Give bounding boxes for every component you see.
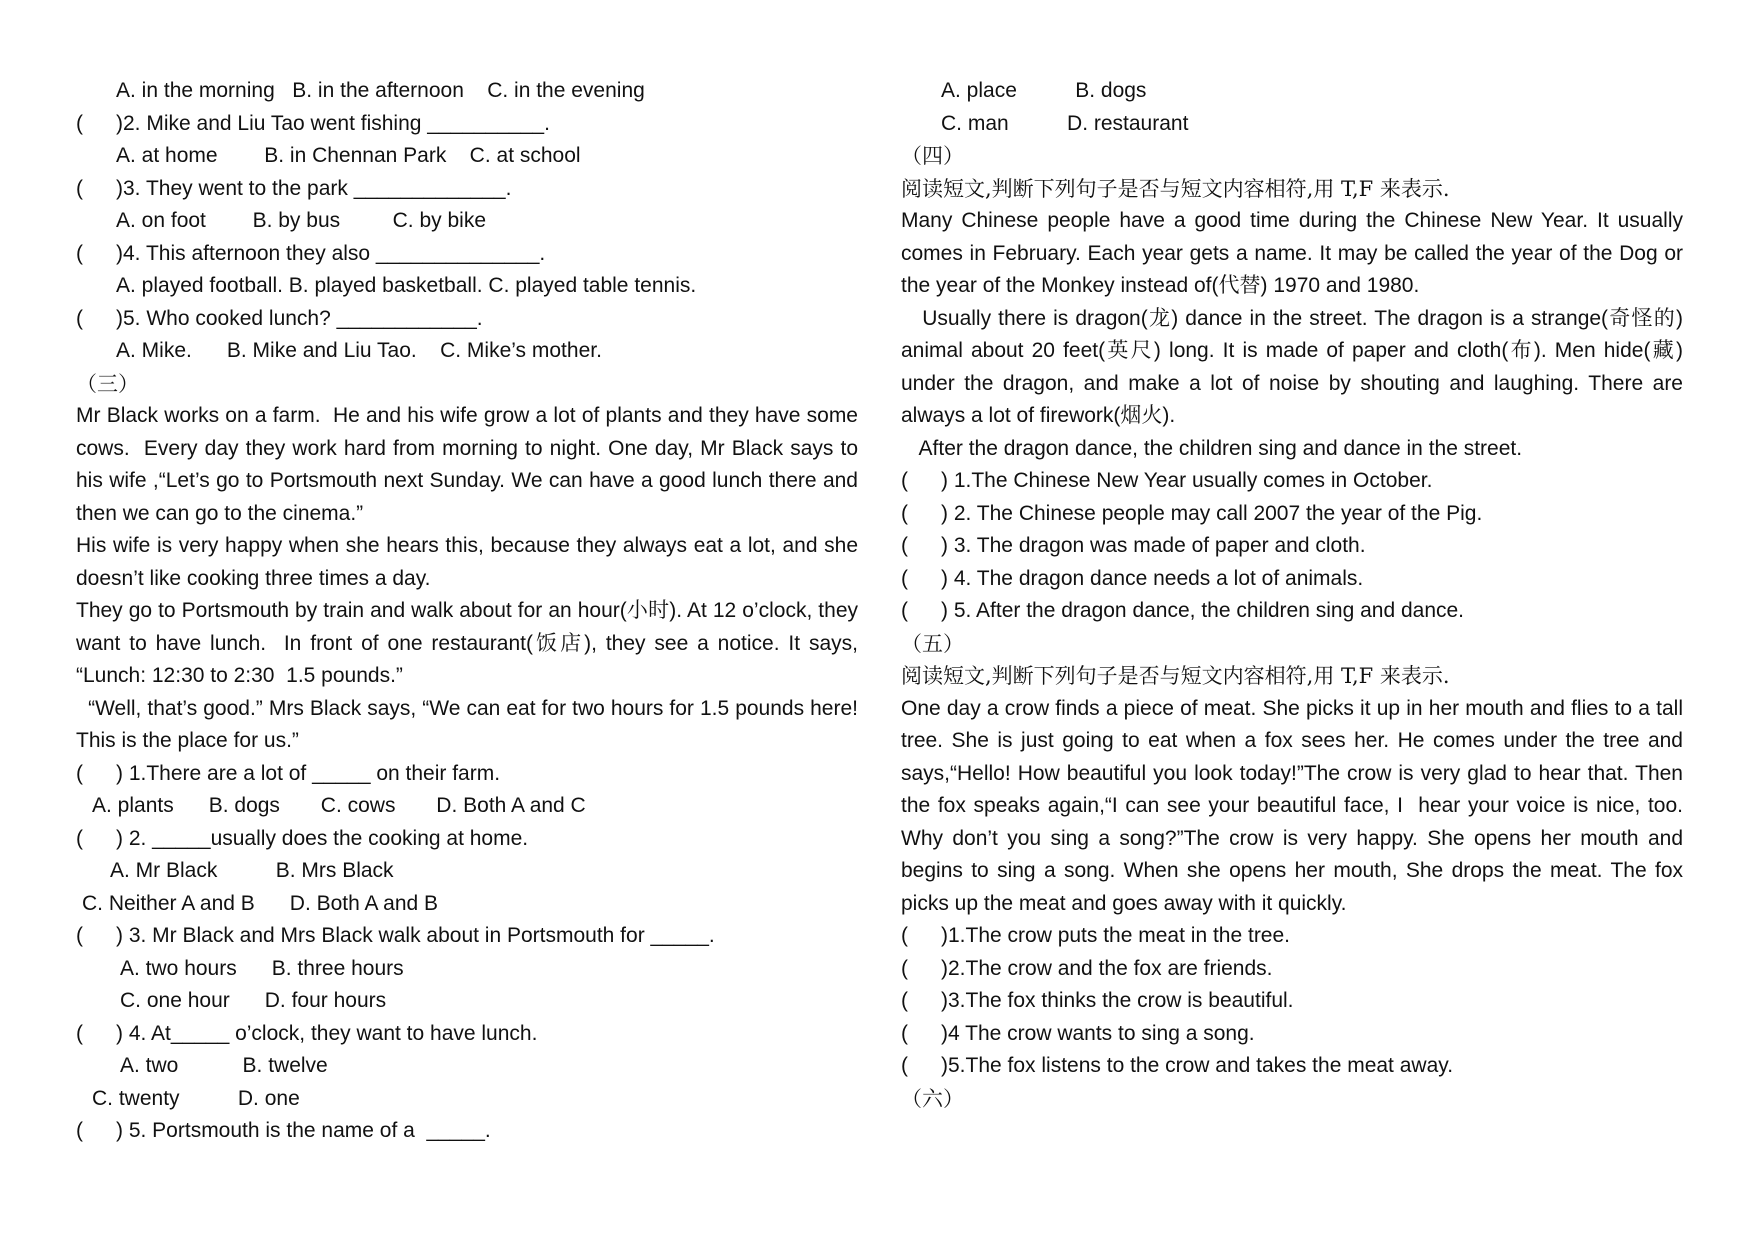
options-line: C. Neither A and B D. Both A and B xyxy=(82,891,439,915)
question-text: ) 1.The Chinese New Year usually comes in October. xyxy=(941,469,1433,492)
question-line xyxy=(76,1018,858,1051)
passage xyxy=(901,693,1689,921)
question-text: )4. This afternoon they also ______________. xyxy=(116,241,546,265)
question-line xyxy=(76,173,858,206)
options-line: A. in the morning B. in the afternoon C. in the evening xyxy=(116,79,645,102)
question-line xyxy=(901,465,1683,498)
options-line: C. one hour D. four hours xyxy=(120,989,387,1012)
answer-paren: ( xyxy=(76,241,83,265)
instruction: 阅读短文,判断下列句子是否与短文内容相符,用 T,F 来表示. xyxy=(901,664,1450,688)
right-column xyxy=(901,75,1689,1115)
question-text: )3. They went to the park _____________. xyxy=(116,176,512,200)
question-line xyxy=(901,953,1683,986)
options-line: A. two B. twelve xyxy=(120,1054,328,1077)
question-text: ) 5. Portsmouth is the name of a _____. xyxy=(116,1119,491,1142)
answer-paren: ( xyxy=(901,1021,908,1045)
question-block xyxy=(901,75,1683,140)
question-line xyxy=(76,303,858,336)
answer-paren: ( xyxy=(76,1021,83,1045)
question-text: ) 2. _____usually does the cooking at home. xyxy=(116,826,529,850)
paragraph: Many Chinese people have a good time during the Chinese New Year. It usually comes in February. Each year gets a name. It may be called the year of the Dog or the year of the Monkey instead of(代替) 1970 and 1980. xyxy=(901,209,1689,297)
section-heading: （四） xyxy=(901,144,964,168)
paragraph: Mr Black works on a farm. He and his wife grow a lot of plants and they have some cows. Every day they work hard from morning to night. One day, Mr Black says to his wife ,“Let’s go to Portsmouth next Sunday. We can have a good lunch there and then we can go to the cinema.” xyxy=(76,404,864,525)
options-line: A. place B. dogs xyxy=(941,79,1147,102)
question-text: ) 4. At_____ o’clock, they want to have lunch. xyxy=(116,1021,538,1045)
question-text: ) 3. The dragon was made of paper and cloth. xyxy=(941,534,1366,557)
answer-paren: ( xyxy=(76,176,83,200)
question-text: )4 The crow wants to sing a song. xyxy=(941,1021,1255,1045)
answer-paren: ( xyxy=(76,306,83,330)
question-text: ) 2. The Chinese people may call 2007 the year of the Pig. xyxy=(941,501,1483,525)
options-line: A. played football. B. played basketball. C. played table tennis. xyxy=(116,274,697,297)
question-text: ) 4. The dragon dance needs a lot of animals. xyxy=(941,566,1364,590)
question-text: )5. Who cooked lunch? ____________. xyxy=(116,306,483,330)
question-line xyxy=(901,1050,1683,1083)
question-line xyxy=(76,1115,858,1148)
left-column xyxy=(76,75,870,1148)
paragraph: One day a crow finds a piece of meat. She picks it up in her mouth and flies to a tall tree. She is just going to eat when a fox sees her. He comes under the tree and says,“Hello! How beautiful you look today!”The crow is very glad to hear that. Then the fox speaks again,“I can see your beautiful face, I hear your voice is nice, too. Why don’t you sing a song?”The crow is very happy. She opens her mouth and begins to sing a song. When she opens her mouth, She drops the meat. The fox picks up the meat and goes away with it quickly. xyxy=(901,696,1689,915)
question-block xyxy=(901,920,1683,1083)
options-line: A. two hours B. three hours xyxy=(120,956,404,980)
question-line xyxy=(76,108,858,141)
paragraph: His wife is very happy when she hears this, because they always eat a lot, and she doesn’t like cooking three times a day. xyxy=(76,534,864,590)
answer-paren: ( xyxy=(901,566,908,590)
paragraph: They go to Portsmouth by train and walk about for an hour(小时). At 12 o’clock, they want to have lunch. In front of one restaurant(饭店), they see a notice. It says, “Lunch: 12:30 to 2:30 1.5 pounds.” xyxy=(76,599,864,687)
answer-paren: ( xyxy=(901,989,908,1012)
options-line: A. Mike. B. Mike and Liu Tao. C. Mike’s mother. xyxy=(116,339,602,362)
section-heading: （六） xyxy=(901,1086,964,1111)
paragraph: Usually there is dragon(龙) dance in the street. The dragon is a strange(奇怪的) animal about 20 feet(英尺) long. It is made of paper and cloth(布). Men hide(藏) under the dragon, and make a lot of noise by shouting and laughing. There are always a lot of firework(烟火). xyxy=(901,306,1689,427)
passage xyxy=(76,400,870,758)
answer-paren: ( xyxy=(901,924,908,947)
paragraph: “Well, that’s good.” Mrs Black says, “We can eat for two hours for 1.5 pounds here! This is the place for us.” xyxy=(76,696,870,752)
answer-paren: ( xyxy=(901,534,908,557)
question-text: )2.The crow and the fox are friends. xyxy=(941,956,1273,980)
question-line xyxy=(901,920,1683,953)
question-text: ) 1.There are a lot of _____ on their farm. xyxy=(116,761,501,785)
question-line xyxy=(901,563,1683,596)
answer-paren: ( xyxy=(76,1119,83,1142)
options-line: A. Mr Black B. Mrs Black xyxy=(110,859,394,882)
question-text: ) 3. Mr Black and Mrs Black walk about in Portsmouth for _____. xyxy=(116,924,715,947)
question-text: )2. Mike and Liu Tao went fishing __________. xyxy=(116,111,550,135)
options-line: A. on foot B. by bus C. by bike xyxy=(116,209,487,232)
question-line xyxy=(901,985,1683,1018)
answer-paren: ( xyxy=(901,1054,908,1077)
options-line: C. man D. restaurant xyxy=(941,111,1189,135)
paragraph: After the dragon dance, the children sing and dance in the street. xyxy=(901,436,1523,460)
options-line: C. twenty D. one xyxy=(92,1086,300,1110)
answer-paren: ( xyxy=(901,469,908,492)
question-line xyxy=(901,595,1683,628)
answer-paren: ( xyxy=(76,826,83,850)
answer-paren: ( xyxy=(76,924,83,947)
question-text: )3.The fox thinks the crow is beautiful. xyxy=(941,989,1294,1012)
question-line xyxy=(901,1018,1683,1051)
question-line xyxy=(901,530,1683,563)
question-block xyxy=(76,758,858,1148)
answer-paren: ( xyxy=(76,111,83,135)
options-line: A. plants B. dogs C. cows D. Both A and C xyxy=(92,794,586,817)
answer-paren: ( xyxy=(901,599,908,622)
instruction: 阅读短文,判断下列句子是否与短文内容相符,用 T,F 来表示. xyxy=(901,176,1450,201)
question-line xyxy=(76,758,858,791)
answer-paren: ( xyxy=(901,956,908,980)
question-line xyxy=(901,498,1683,531)
passage xyxy=(901,205,1689,465)
question-text: )1.The crow puts the meat in the tree. xyxy=(941,924,1291,947)
answer-paren: ( xyxy=(76,761,83,785)
question-text: )5.The fox listens to the crow and takes the meat away. xyxy=(941,1054,1454,1077)
section-heading: （五） xyxy=(901,631,964,656)
question-line xyxy=(76,238,858,271)
question-line xyxy=(76,823,858,856)
question-block xyxy=(901,465,1683,628)
question-line xyxy=(76,920,858,953)
section-heading: （三） xyxy=(76,371,139,396)
options-line: A. at home B. in Chennan Park C. at school xyxy=(116,144,581,167)
question-block xyxy=(76,75,858,368)
question-text: ) 5. After the dragon dance, the children sing and dance. xyxy=(941,599,1465,622)
answer-paren: ( xyxy=(901,501,908,525)
